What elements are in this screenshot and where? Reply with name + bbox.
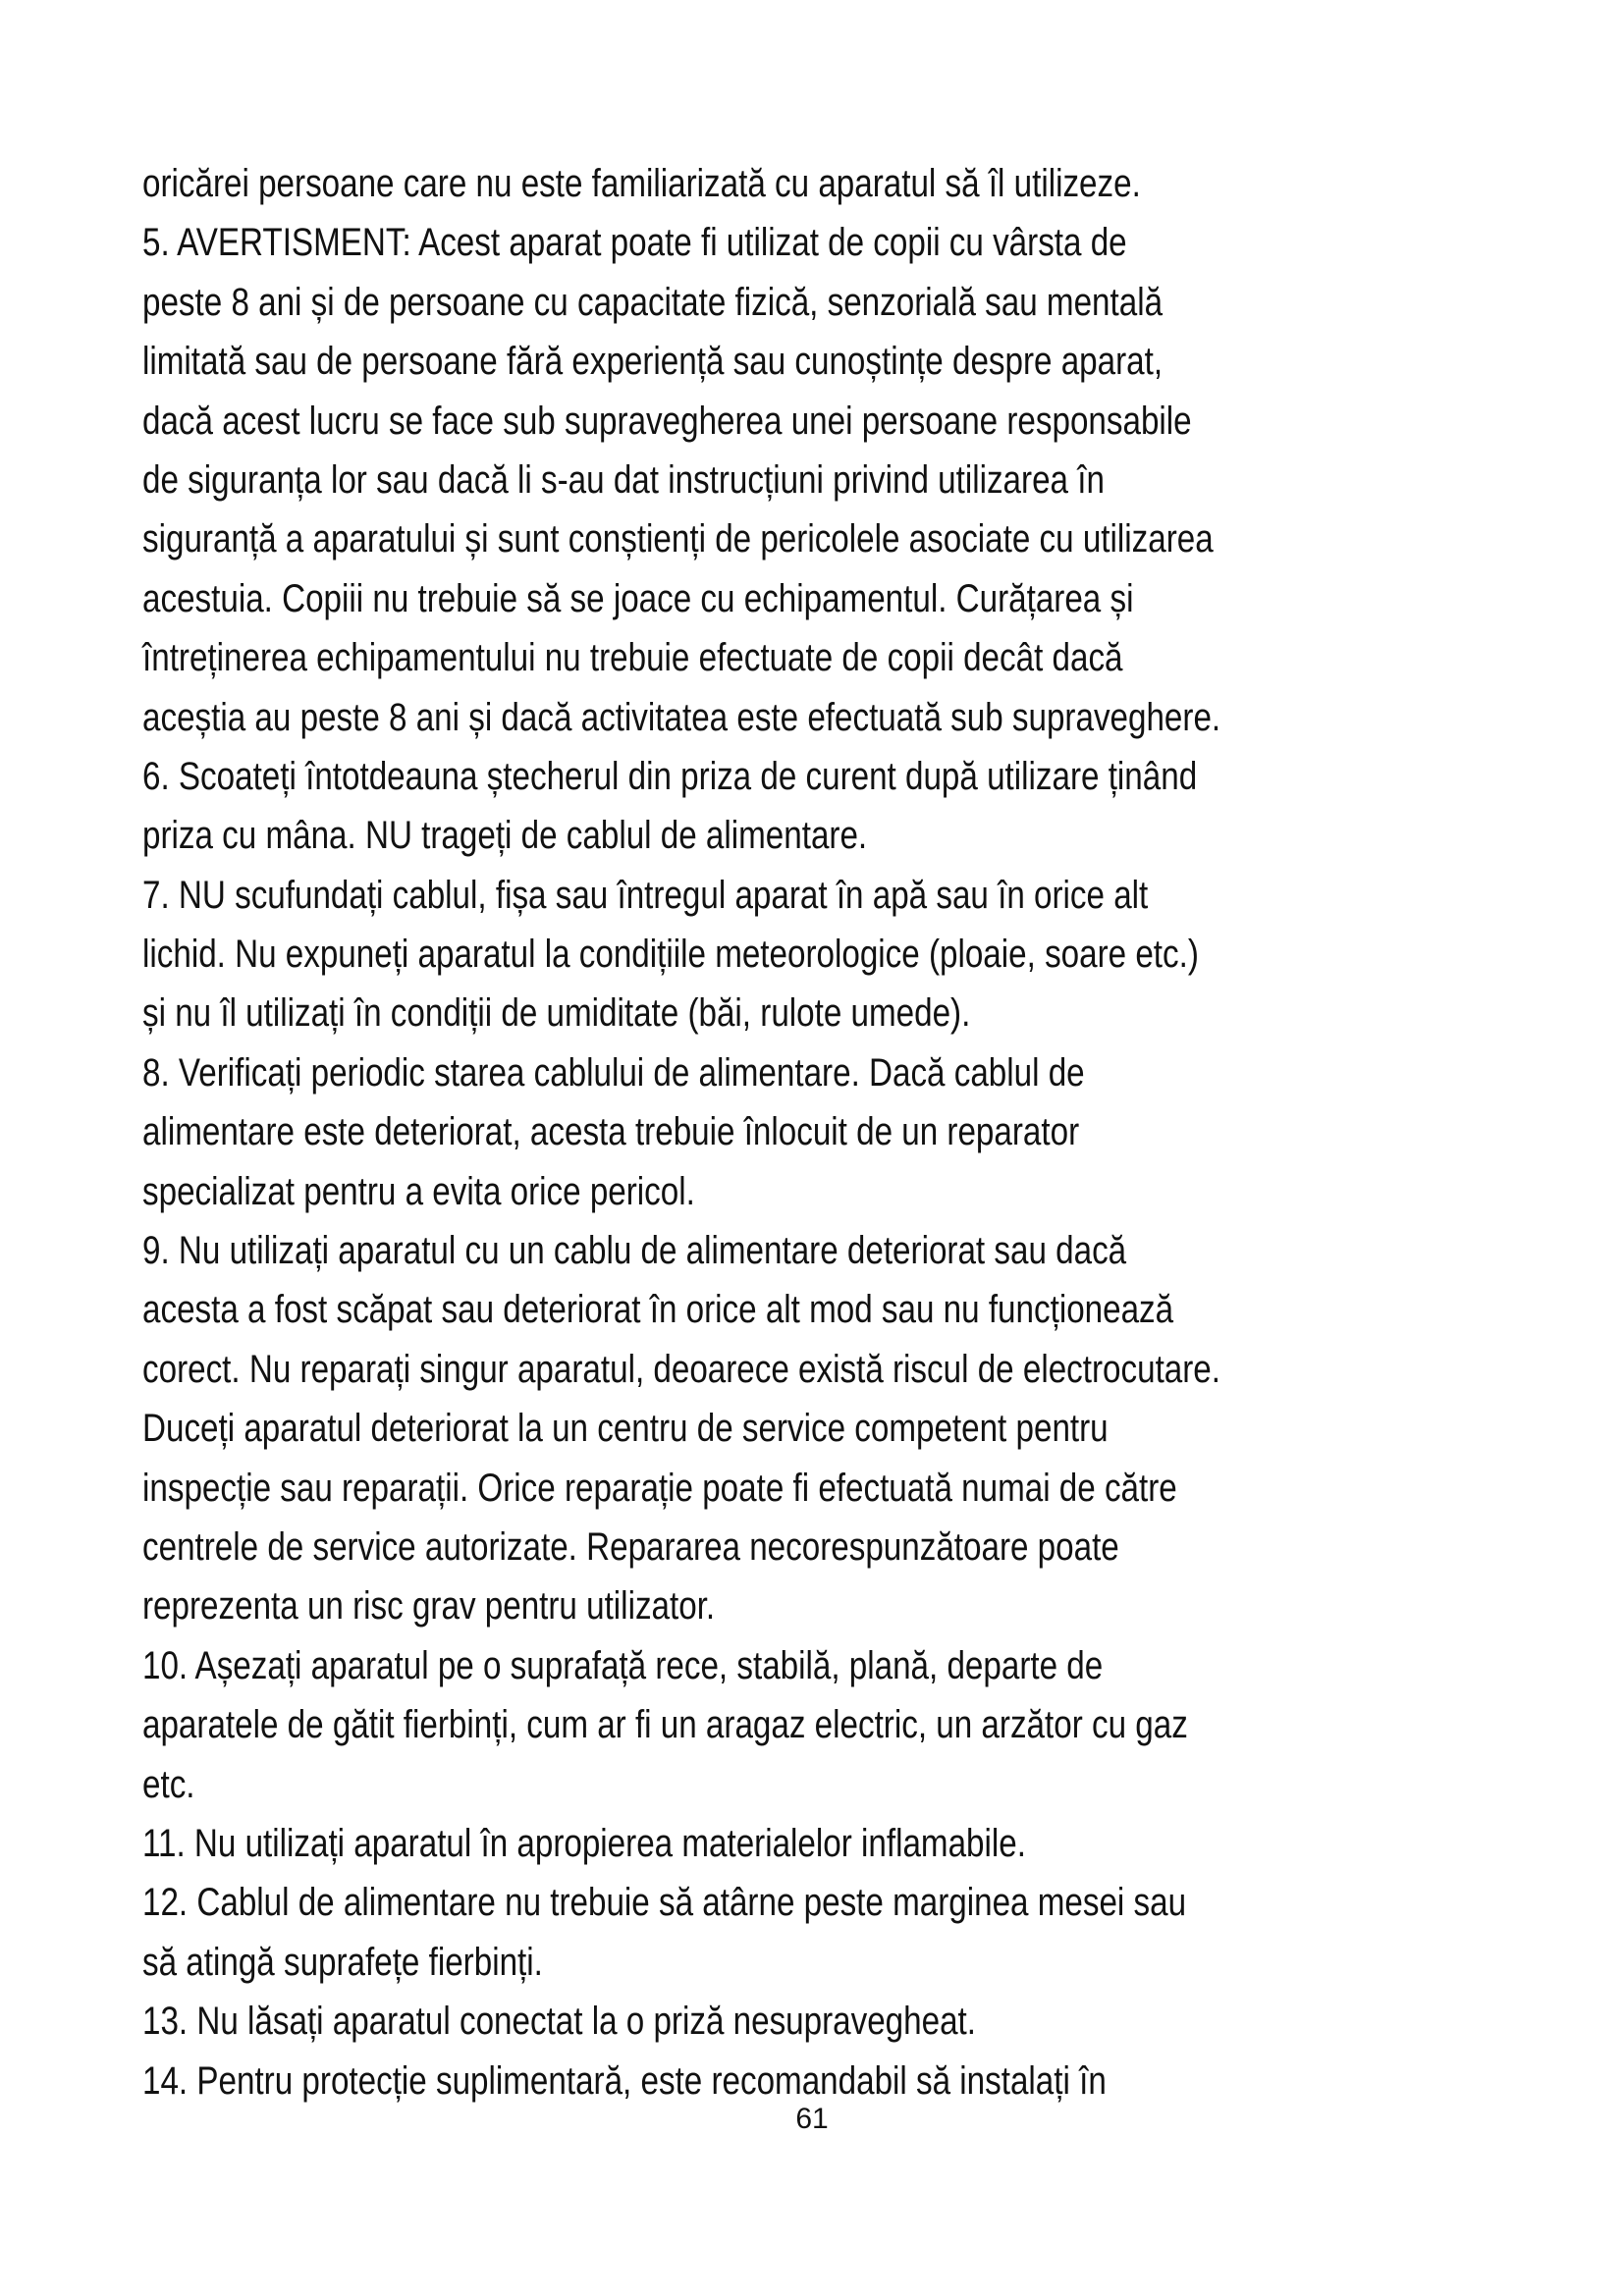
text-line: de siguranța lor sau dacă li s-au dat instrucțiuni privind utilizarea în (142, 457, 1105, 502)
text-line: 13. Nu lăsați aparatul conectat la o priză nesupravegheat. (142, 2000, 976, 2044)
text-line: peste 8 ani și de persoane cu capacitate fizică, senzorială sau mentală (142, 280, 1164, 324)
text-line: centrele de service autorizate. Repararea necorespunzătoare poate (142, 1524, 1119, 1569)
text-line: 8. Verificați periodic starea cablului de alimentare. Dacă cablul de (142, 1050, 1085, 1095)
text-line: și nu îl utilizați în condiții de umiditate (băi, rulote umede). (142, 991, 971, 1036)
text-line: specializat pentru a evita orice pericol. (142, 1169, 695, 1213)
text-line: întreținerea echipamentului nu trebuie efectuate de copii decât dacă (142, 636, 1123, 680)
page-number: 61 (795, 2103, 829, 2135)
text-line: Duceți aparatul deteriorat la un centru de service competent pentru (142, 1407, 1109, 1451)
text-line: 11. Nu utilizați aparatul în apropierea materialelor inflamabile. (142, 1821, 1026, 1865)
text-line: etc. (142, 1762, 195, 1806)
text-line: 5. AVERTISMENT: Acest aparat poate fi utilizat de copii cu vârsta de (142, 221, 1127, 265)
text-line: acesta a fost scăpat sau deteriorat în orice alt mod sau nu funcționează (142, 1288, 1174, 1332)
text-line: 12. Cablul de alimentare nu trebuie să atârne peste marginea mesei sau (142, 1881, 1187, 1925)
text-line: acestuia. Copiii nu trebuie să se joace cu echipamentul. Curățarea și (142, 576, 1134, 620)
text-line: reprezenta un risc grav pentru utilizator. (142, 1584, 716, 1629)
text-line: 7. NU scufundați cablul, fișa sau întregul aparat în apă sau în orice alt (142, 873, 1149, 917)
text-line: alimentare este deteriorat, acesta trebuie înlocuit de un reparator (142, 1110, 1080, 1154)
text-line: inspecție sau reparații. Orice reparație poate fi efectuată numai de către (142, 1466, 1177, 1510)
text-line: priza cu mâna. NU trageți de cablul de alimentare. (142, 814, 868, 858)
text-line: siguranță a aparatului și sunt conștienți de pericolele asociate cu utilizarea (142, 517, 1214, 561)
body-text (142, 154, 1546, 2110)
text-line: 10. Așezați aparatul pe o suprafață rece, stabilă, plană, departe de (142, 1643, 1104, 1687)
text-line: limitată sau de persoane fără experiență sau cunoștințe despre aparat, (142, 340, 1164, 384)
text-line: lichid. Nu expuneți aparatul la condițiile meteorologice (ploaie, soare etc.) (142, 933, 1199, 977)
text-line: oricărei persoane care nu este familiarizată cu aparatul să îl utilizeze. (142, 162, 1141, 205)
text-line: corect. Nu reparați singur aparatul, deoarece există riscul de electrocutare. (142, 1347, 1220, 1391)
text-line: să atingă suprafețe fierbinți. (142, 1940, 543, 1984)
text-line: aceștia au peste 8 ani și dacă activitatea este efectuată sub supraveghere. (142, 695, 1221, 739)
text-line: 14. Pentru protecție suplimentară, este recomandabil să instalați în (142, 2058, 1107, 2103)
text-line: 6. Scoateți întotdeauna ștecherul din priza de curent după utilizare ținând (142, 754, 1198, 798)
text-line: dacă acest lucru se face sub supravegherea unei persoane responsabile (142, 399, 1192, 443)
text-line: 9. Nu utilizați aparatul cu un cablu de alimentare deteriorat sau dacă (142, 1229, 1127, 1273)
text-line: aparatele de gătit fierbinți, cum ar fi un aragaz electric, un arzător cu gaz (142, 1703, 1188, 1747)
